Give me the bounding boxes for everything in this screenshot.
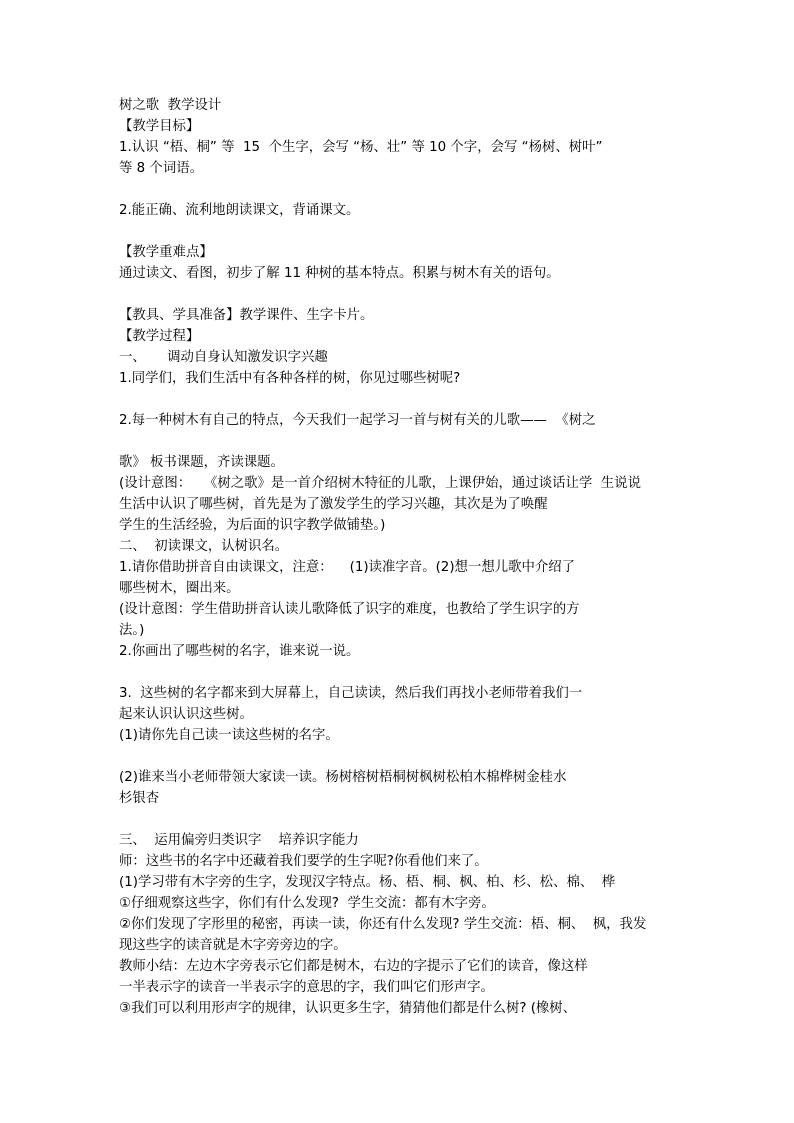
- text-line: 起来认识认识这些树。: [119, 707, 253, 722]
- text-line: (2)谁来当小老师带领大家读一读。杨树榕树梧桐树枫树松柏木棉桦树金桂水: [119, 770, 567, 785]
- text-line: (1)学习带有木字旁的生字，发现汉字特点。杨、梧、桐、枫、柏、杉、松、棉、 桦: [119, 875, 616, 890]
- text-line: 歌》 板书课题，齐读课题。: [119, 455, 284, 470]
- text-line: (设计意图： 《树之歌》是一首介绍树木特征的儿歌，上课伊始，通过谈话让学 生说说: [119, 476, 641, 491]
- text-line: 一半表示字的读音一半表示字的意思的字，我们叫它们形声字。: [119, 980, 494, 995]
- step-heading-3: 三、 运用偏旁归类识字 培养识字能力: [119, 833, 359, 848]
- step-heading-1: 一、 调动自身认知激发识字兴趣: [119, 350, 328, 365]
- text-line: (1)请你先自己读一读这些树的名字。: [119, 728, 339, 743]
- text-line: 2.你画出了哪些树的名字，谁来说一说。: [119, 644, 360, 659]
- text-line: 法。): [119, 623, 145, 638]
- text-line: (设计意图：学生借助拼音认读儿歌降低了识字的难度，也教给了学生识字的方: [119, 602, 580, 617]
- section-heading-key-points: 【教学重难点】: [119, 245, 213, 260]
- text-line: ①仔细观察这些字，你们有什么发现? 学生交流：都有木字旁。: [119, 896, 495, 911]
- text-line: 3. 这些树的名字都来到大屏幕上，自己读读，然后我们再找小老师带着我们一: [119, 686, 583, 701]
- text-line: 1.认识 “梧、桐” 等 15 个生字，会写 “杨、壮” 等 10 个字，会写 “杨树、树叶”: [119, 140, 603, 155]
- text-line: 2.每一种树木有自己的特点，今天我们一起学习一首与树有关的儿歌—— 《树之: [119, 413, 596, 428]
- step-heading-2: 二、 初读课文，认树识名。: [119, 539, 289, 554]
- text-line: 师：这些书的名字中还藏着我们要学的生字呢?你看他们来了。: [119, 854, 488, 869]
- text-line: 学生的生活经验，为后面的识字教学做铺垫。): [119, 518, 386, 533]
- text-line: 杉银杏: [119, 791, 160, 806]
- text-line: ②你们发现了字形里的秘密，再读一读，你还有什么发现? 学生交流：梧、桐、 枫，我发: [119, 917, 647, 932]
- section-heading-goals: 【教学目标】: [119, 119, 200, 134]
- text-line: 教师小结：左边木字旁表示它们都是树木，右边的字提示了它们的读音，像这样: [119, 959, 588, 974]
- section-heading-process: 【教学过程】: [119, 329, 200, 344]
- text-line: 生活中认识了哪些树，首先是为了激发学生的学习兴趣，其次是为了唤醒: [119, 497, 548, 512]
- document-title: 树之歌 教学设计: [119, 98, 222, 113]
- text-line: ③我们可以利用形声字的规律，认识更多生字，猜猜他们都是什么树? (橡树、: [119, 1001, 577, 1016]
- text-line: 1.请你借助拼音自由读课文，注意： (1)读准字音。(2)想一想儿歌中介绍了: [119, 560, 576, 575]
- text-line: 哪些树木，圈出来。: [119, 581, 240, 596]
- text-line: 等 8 个词语。: [119, 161, 203, 176]
- text-line: 1.同学们，我们生活中有各种各样的树，你见过哪些树呢?: [119, 371, 461, 386]
- text-line: 通过读文、看图，初步了解 11 种树的基本特点。积累与树木有关的语句。: [119, 266, 560, 281]
- text-line: 2.能正确、流利地朗读课文，背诵课文。: [119, 203, 360, 218]
- section-heading-materials: 【教具、学具准备】教学课件、生字卡片。: [119, 308, 374, 323]
- text-line: 现这些字的读音就是木字旁旁边的字。: [119, 938, 347, 953]
